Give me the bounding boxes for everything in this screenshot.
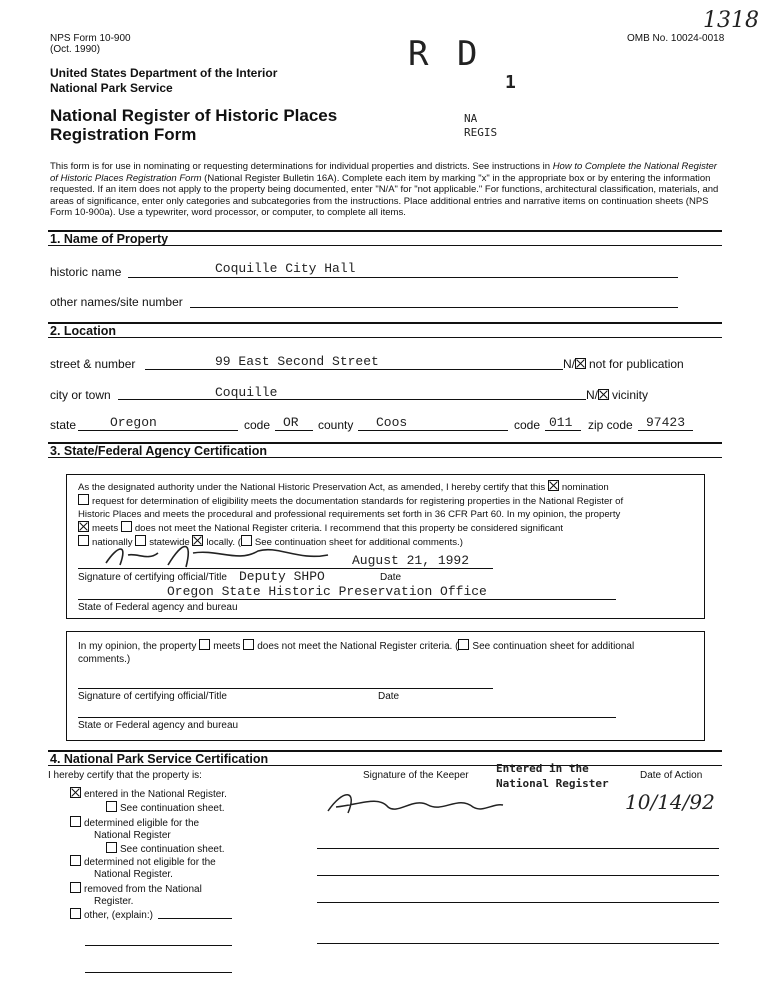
section1-heading: 1. Name of Property [50, 232, 169, 246]
request-checkbox[interactable] [78, 494, 89, 505]
street-label: street & number [50, 357, 136, 371]
signer-title: Deputy SHPO [239, 569, 325, 584]
state-line [78, 430, 238, 431]
county-field[interactable]: Coos [376, 415, 408, 430]
county-line [358, 430, 508, 431]
county-label: county [318, 418, 354, 432]
historic-name-label: historic name [50, 265, 122, 279]
second-signature-field[interactable] [78, 688, 493, 689]
keeper-certify-text: I hereby certify that the property is: [48, 770, 202, 781]
omb-number: OMB No. 10024-0018 [627, 33, 725, 44]
department-line: United States Department of the Interior [50, 66, 278, 80]
cert-date-label: Date [380, 572, 402, 583]
cert-date-field[interactable]: August 21, 1992 [352, 553, 470, 568]
handwritten-number: 1318 [703, 8, 759, 33]
not-for-publication: N/ not for publication [563, 357, 684, 371]
city-line [118, 399, 586, 400]
keeper-line[interactable] [317, 902, 719, 903]
removed-checkbox[interactable] [70, 882, 81, 893]
certification-text: As the designated authority under the National Historic Preservation Act, as amended, I hereby certify that this nomination request for determination of eligibility meets the documentation standards for registering properties in the National Register of Historic Places and meets the procedural and professional requirements set forth in 36 CFR Part 60. In my opinion, the property meets does not meet the National Register criteria. I recommend that this property be considered significant nationally statewide locally. ( See continuation sheet for additional comments.) [78, 482, 624, 548]
received-stamp-number: 1 [505, 72, 516, 93]
section2-heading: 2. Location [50, 324, 116, 338]
zip-label: zip code [588, 418, 633, 432]
section-rule [48, 245, 722, 246]
agency-field[interactable]: Oregon State Historic Preservation Office [167, 584, 487, 599]
form-date: (Oct. 1990) [50, 44, 101, 55]
historic-name-field[interactable]: Coquille City Hall [215, 261, 356, 276]
section4-heading: 4. National Park Service Certification [50, 752, 269, 766]
other-names-label: other names/site number [50, 295, 183, 309]
other-explain-field[interactable] [158, 918, 232, 919]
other-explain-line-2[interactable] [85, 945, 232, 946]
second-continuation-checkbox[interactable] [458, 639, 469, 650]
second-date-label: Date [378, 691, 400, 702]
second-agency-label: State or Federal agency and bureau [78, 720, 239, 731]
other-option: other, (explain:) [70, 908, 153, 921]
vicinity-checkbox[interactable] [598, 389, 609, 400]
section-rule [48, 337, 722, 338]
agency-label: State of Federal agency and bureau [78, 602, 238, 613]
section-rule [48, 457, 722, 458]
date-of-action-label: Date of Action [640, 770, 703, 781]
county-code-field[interactable]: 011 [549, 415, 573, 430]
section3-heading: 3. State/Federal Agency Certification [50, 444, 267, 458]
city-field[interactable]: Coquille [215, 385, 278, 400]
keeper-line[interactable] [317, 943, 719, 944]
state-code-line [275, 430, 313, 431]
county-code-label: code [514, 418, 541, 432]
keeper-line[interactable] [317, 848, 719, 849]
state-label: state [50, 418, 77, 432]
second-agency-field[interactable] [78, 717, 616, 718]
street-field[interactable]: 99 East Second Street [215, 354, 379, 369]
form-title-line1: National Register of Historic Places [50, 106, 338, 125]
form-number: NPS Form 10-900 [50, 33, 131, 44]
section-rule [48, 322, 722, 324]
eligible-continuation-checkbox[interactable] [106, 842, 117, 853]
second-not-meet-checkbox[interactable] [243, 639, 254, 650]
entered-option: entered in the National Register. See continuation sheet. [70, 787, 227, 815]
entered-continuation-checkbox[interactable] [106, 801, 117, 812]
second-meets-checkbox[interactable] [199, 639, 210, 650]
form-title-line2: Registration Form [50, 125, 197, 144]
other-explain-line-3[interactable] [85, 972, 232, 973]
section-rule [48, 765, 722, 766]
keeper-signature-label: Signature of the Keeper [363, 770, 469, 781]
not-for-publication-checkbox[interactable] [575, 358, 586, 369]
removed-option: removed from the National Register. [70, 882, 202, 908]
zip-line [638, 430, 693, 431]
eligible-option: determined eligible for the National Register See continuation sheet. [70, 816, 225, 856]
state-field[interactable]: Oregon [110, 415, 157, 430]
second-signature-label: Signature of certifying official/Title [78, 691, 227, 702]
does-not-meet-checkbox[interactable] [121, 521, 132, 532]
received-stamp: R D [408, 34, 482, 74]
stamp-fragment-1: NA [464, 112, 478, 125]
entered-checkbox[interactable] [70, 787, 81, 798]
historic-name-line [128, 277, 678, 278]
nomination-checkbox[interactable] [548, 480, 559, 491]
state-code-label: code [244, 418, 271, 432]
county-code-line [545, 430, 581, 431]
entered-stamp-line1: Entered in the [496, 762, 589, 775]
instructions-paragraph: This form is for use in nominating or requesting determinations for individual properties and districts. See instructions in How to Complete the National Register of Historic Places Registration Form (National Register Bulletin 16A). Complete each item by marking "x" in the appropriate box or by entering the information requested. If an item does not apply to the property being documented, enter "N/A" for "not applicable." For functions, architectural classification, materials, and areas of significance, enter only categories and subcategories from the instructions. Place additional entries and narrative items on continuation sheets (NPS Form 10-900a). Use a typewriter, word processor, or computer, to complete all items. [50, 161, 719, 218]
vicinity: N/ vicinity [586, 388, 649, 402]
street-line [145, 369, 563, 370]
eligible-checkbox[interactable] [70, 816, 81, 827]
nationally-checkbox[interactable] [78, 535, 89, 546]
cert-signature-label: Signature of certifying official/Title [78, 572, 227, 583]
entered-stamp-line2: National Register [496, 777, 609, 790]
stamp-fragment-2: REGIS [464, 126, 498, 139]
agency-line [78, 599, 616, 600]
date-of-action-value[interactable]: 10/14/92 [625, 790, 715, 814]
keeper-signature [318, 785, 508, 819]
city-label: city or town [50, 388, 111, 402]
other-names-field[interactable] [190, 307, 678, 308]
keeper-line[interactable] [317, 875, 719, 876]
state-code-field[interactable]: OR [283, 415, 299, 430]
other-checkbox[interactable] [70, 908, 81, 919]
meets-checkbox[interactable] [78, 521, 89, 532]
second-opinion-text: In my opinion, the property meets does not meet the National Register criteria. ( See continuation sheet for additional comments.) [78, 641, 635, 665]
zip-field[interactable]: 97423 [646, 415, 686, 430]
not-eligible-option: determined not eligible for the National Register. [70, 855, 216, 881]
not-eligible-checkbox[interactable] [70, 855, 81, 866]
agency-line: National Park Service [50, 81, 173, 95]
